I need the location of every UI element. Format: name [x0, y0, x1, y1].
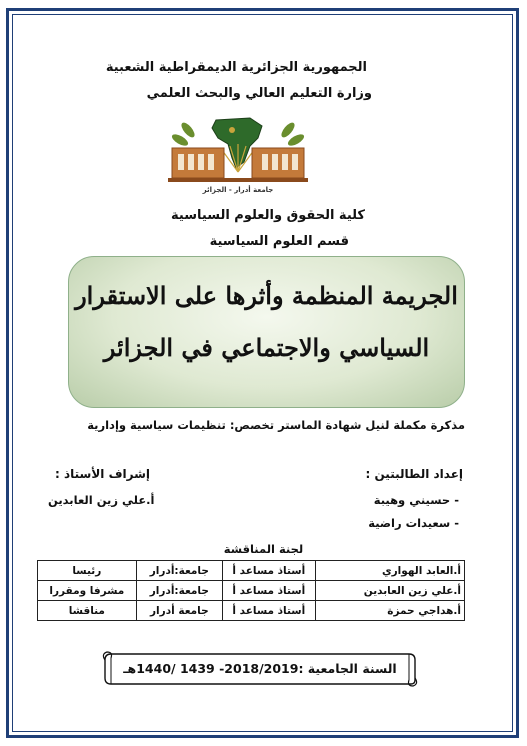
committee-heading: لجنة المناقشة [223, 542, 304, 556]
member-university: جامعة أدرار [136, 601, 222, 621]
thesis-title-line-1: الجريمة المنظمة وأثرها على الاستقرار [75, 281, 458, 310]
member-role: مشرفا ومقررا [38, 581, 137, 601]
table-row [38, 581, 465, 601]
thesis-title-line-2: السياسي والاجتماعي في الجزائر [103, 333, 430, 362]
table-row [38, 561, 465, 581]
member-university: جامعة:أدرار [136, 561, 222, 581]
table-row [38, 601, 465, 621]
student-name-1: - حسيني وهيبة [373, 493, 459, 507]
supervisor-label: إشراف الأستاذ : [55, 467, 150, 481]
member-rank: أستاذ مساعد أ [223, 561, 316, 581]
memo-description: مذكرة مكملة لنيل شهادة الماستر تخصص: تنظيمات سياسية وإدارية [87, 418, 465, 432]
department-name: قسم العلوم السياسية [209, 234, 349, 249]
member-name: أ.هداجي حمزة [315, 601, 464, 621]
member-name: أ.علي زين العابدين [315, 581, 464, 601]
university-logo [158, 110, 318, 198]
ministry-name: وزارة التعليم العالي والبحث العلمي [146, 86, 372, 101]
student-name-2: - سعيدات راضية [368, 516, 459, 530]
committee-table [37, 560, 465, 621]
member-role: رئيسا [38, 561, 137, 581]
prepared-by-label: إعداد الطالبتين : [365, 467, 463, 481]
member-rank: أستاذ مساعد أ [223, 581, 316, 601]
member-role: مناقشا [38, 601, 137, 621]
member-name: أ.العابد الهواري [315, 561, 464, 581]
logo-text: جامعة أدرار - الجزائر [202, 186, 274, 194]
republic-name: الجمهورية الجزائرية الديمقراطية الشعبية [105, 60, 367, 75]
thesis-title-box [68, 256, 465, 408]
academic-year: السنة الجامعية :2018/2019- 1439 /1440هـ [123, 661, 397, 676]
academic-year-scroll [101, 650, 419, 688]
member-university: جامعة:أدرار [136, 581, 222, 601]
member-rank: أستاذ مساعد أ [223, 601, 316, 621]
faculty-name: كلية الحقوق والعلوم السياسية [171, 208, 365, 223]
supervisor-name: أ.علي زين العابدين [48, 493, 155, 507]
